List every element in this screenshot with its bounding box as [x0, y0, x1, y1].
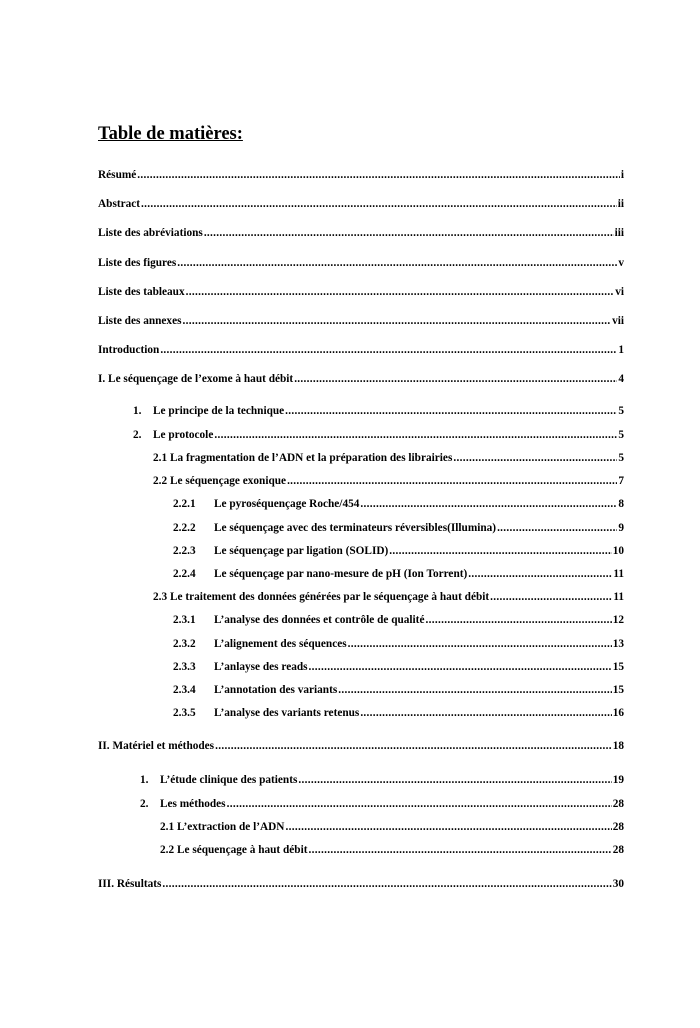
- toc-entry-page: 9: [618, 522, 624, 534]
- toc-entry-page: 5: [618, 429, 624, 441]
- toc-entry: [98, 168, 624, 182]
- toc-entry-label: Liste des annexes: [98, 315, 182, 327]
- toc-leader: [177, 256, 617, 270]
- toc-entry-page: vii: [612, 315, 624, 327]
- toc-leader: [287, 474, 617, 488]
- toc-entry-label: L’analyse des données et contrôle de qualité: [214, 614, 425, 626]
- toc-entry-page: iii: [614, 227, 624, 239]
- toc-chapter: [98, 877, 624, 891]
- toc-section: [133, 428, 624, 442]
- toc-leader: [182, 314, 611, 328]
- toc-entry: [98, 197, 624, 211]
- toc-entry-number: 1.: [140, 774, 149, 786]
- toc-entry: [98, 285, 624, 299]
- toc-leader: [348, 637, 612, 651]
- toc-entry-label: L’étude clinique des patients: [160, 774, 298, 786]
- toc-leader: [338, 683, 611, 697]
- toc-entry-page: 28: [612, 798, 624, 810]
- toc-subsection: [160, 843, 624, 857]
- toc-entry-page: vi: [615, 286, 624, 298]
- toc-entry: [98, 343, 624, 357]
- toc-entry-label: 2.1 La fragmentation de l’ADN et la préparation des librairies: [153, 452, 453, 464]
- toc-subsubsection: [173, 637, 624, 651]
- toc-chapter: [98, 372, 624, 386]
- toc-entry-label: Le protocole: [153, 429, 214, 441]
- toc-entry: [98, 226, 624, 240]
- toc-title: Table de matières:: [98, 124, 243, 144]
- toc-entry: [98, 256, 624, 270]
- toc-section: [133, 404, 624, 418]
- toc-subsubsection: [173, 497, 624, 511]
- toc-entry-label: L’anlayse des reads: [214, 661, 308, 673]
- toc-entry-label: Liste des tableaux: [98, 286, 185, 298]
- toc-entry-number: 2.2.1: [173, 498, 196, 510]
- toc-entry-label: III. Résultats: [98, 878, 162, 890]
- toc-entry-page: 28: [612, 821, 624, 833]
- toc-leader: [360, 706, 611, 720]
- toc-entry-page: 7: [618, 475, 624, 487]
- toc-entry-page: 5: [618, 452, 624, 464]
- toc-leader: [285, 820, 611, 834]
- toc-entry-number: 2.: [133, 429, 142, 441]
- toc-leader: [227, 797, 612, 811]
- toc-entry-page: ii: [617, 198, 624, 210]
- toc-entry-page: 30: [612, 878, 624, 890]
- toc-entry-number: 2.3.3: [173, 661, 196, 673]
- toc-entry-label: I. Le séquençage de l’exome à haut débit: [98, 373, 294, 385]
- toc-subsubsection: [173, 567, 624, 581]
- toc-leader: [137, 168, 620, 182]
- toc-entry-number: 2.3.4: [173, 684, 196, 696]
- toc-entry-label: Le pyroséquençage Roche/454: [214, 498, 360, 510]
- toc-entry-label: L’analyse des variants retenus: [214, 707, 360, 719]
- toc-entry-page: 15: [612, 661, 624, 673]
- toc-subsection: [153, 590, 624, 604]
- toc-chapter: [98, 739, 624, 753]
- toc-entry-label: Liste des figures: [98, 257, 177, 269]
- toc-entry-label: II. Matériel et méthodes: [98, 740, 215, 752]
- toc-entry-page: 15: [612, 684, 624, 696]
- toc-subsection: [153, 451, 624, 465]
- toc-entry-number: 2.: [140, 798, 149, 810]
- toc-entry-label: Introduction: [98, 344, 160, 356]
- toc-entry-number: 2.2.4: [173, 568, 196, 580]
- toc-leader: [490, 590, 612, 604]
- toc-leader: [186, 285, 615, 299]
- toc-entry-number: 2.3.1: [173, 614, 196, 626]
- toc-entry-number: 2.3.2: [173, 638, 196, 650]
- toc-entry-page: v: [618, 257, 624, 269]
- toc-leader: [309, 843, 612, 857]
- toc-entry-page: 19: [612, 774, 624, 786]
- toc-entry-number: 2.2.2: [173, 522, 196, 534]
- toc-entry-page: 5: [618, 405, 624, 417]
- toc-entry-label: 2.1 L’extraction de l’ADN: [160, 821, 285, 833]
- toc-entry-page: 18: [612, 740, 624, 752]
- toc-entry-label: Le séquençage avec des terminateurs réversibles(Illumina): [214, 522, 497, 534]
- toc-leader: [497, 521, 617, 535]
- toc-subsection: [160, 820, 624, 834]
- toc-entry-page: 12: [612, 614, 624, 626]
- toc-entry-label: Résumé: [98, 169, 137, 181]
- toc-section: [140, 773, 624, 787]
- toc-leader: [160, 343, 617, 357]
- toc-entry-page: 4: [618, 373, 624, 385]
- toc-subsubsection: [173, 683, 624, 697]
- toc-subsection: [153, 474, 624, 488]
- toc-leader: [285, 404, 617, 418]
- toc-entry-label: L’annotation des variants: [214, 684, 338, 696]
- toc-entry-number: 2.2.3: [173, 545, 196, 557]
- toc-entry-label: Le séquençage par ligation (SOLID): [214, 545, 389, 557]
- toc-entry-label: Les méthodes: [160, 798, 226, 810]
- toc-entry-label: 2.2 Le séquençage exonique: [153, 475, 287, 487]
- toc-entry-page: 1: [618, 344, 624, 356]
- toc-entry-label: Liste des abréviations: [98, 227, 203, 239]
- toc-leader: [425, 613, 611, 627]
- toc-leader: [141, 197, 617, 211]
- toc-entry-page: 11: [613, 591, 624, 603]
- toc-leader: [214, 428, 617, 442]
- toc-leader: [215, 739, 612, 753]
- toc-entry-number: 1.: [133, 405, 142, 417]
- toc-entry-page: 8: [618, 498, 624, 510]
- toc-subsubsection: [173, 660, 624, 674]
- toc-entry-label: Abstract: [98, 198, 141, 210]
- toc-leader: [294, 372, 617, 386]
- toc-leader: [309, 660, 612, 674]
- toc-section: [140, 797, 624, 811]
- toc-entry-page: i: [620, 169, 624, 181]
- toc-entry-number: 2.3.5: [173, 707, 196, 719]
- toc-entry-page: 10: [612, 545, 624, 557]
- toc-entry-label: Le principe de la technique: [153, 405, 285, 417]
- toc-leader: [453, 451, 617, 465]
- toc-leader: [162, 877, 611, 891]
- toc-subsubsection: [173, 521, 624, 535]
- toc-leader: [204, 226, 614, 240]
- toc-leader: [360, 497, 617, 511]
- toc-entry-label: Le séquençage par nano-mesure de pH (Ion Torrent): [214, 568, 468, 580]
- toc-leader: [389, 544, 611, 558]
- toc-leader: [468, 567, 612, 581]
- toc-leader: [298, 773, 611, 787]
- toc-entry: [98, 314, 624, 328]
- toc-entry-page: 16: [612, 707, 624, 719]
- toc-entry-label: 2.2 Le séquençage à haut débit: [160, 844, 308, 856]
- toc-entry-label: 2.3 Le traitement des données générées par le séquençage à haut débit: [153, 591, 490, 603]
- toc-subsubsection: [173, 544, 624, 558]
- toc-entry-page: 13: [612, 638, 624, 650]
- toc-entry-page: 11: [613, 568, 624, 580]
- toc-entry-page: 28: [612, 844, 624, 856]
- toc-subsubsection: [173, 706, 624, 720]
- toc-entry-label: L’alignement des séquences: [214, 638, 347, 650]
- toc-subsubsection: [173, 613, 624, 627]
